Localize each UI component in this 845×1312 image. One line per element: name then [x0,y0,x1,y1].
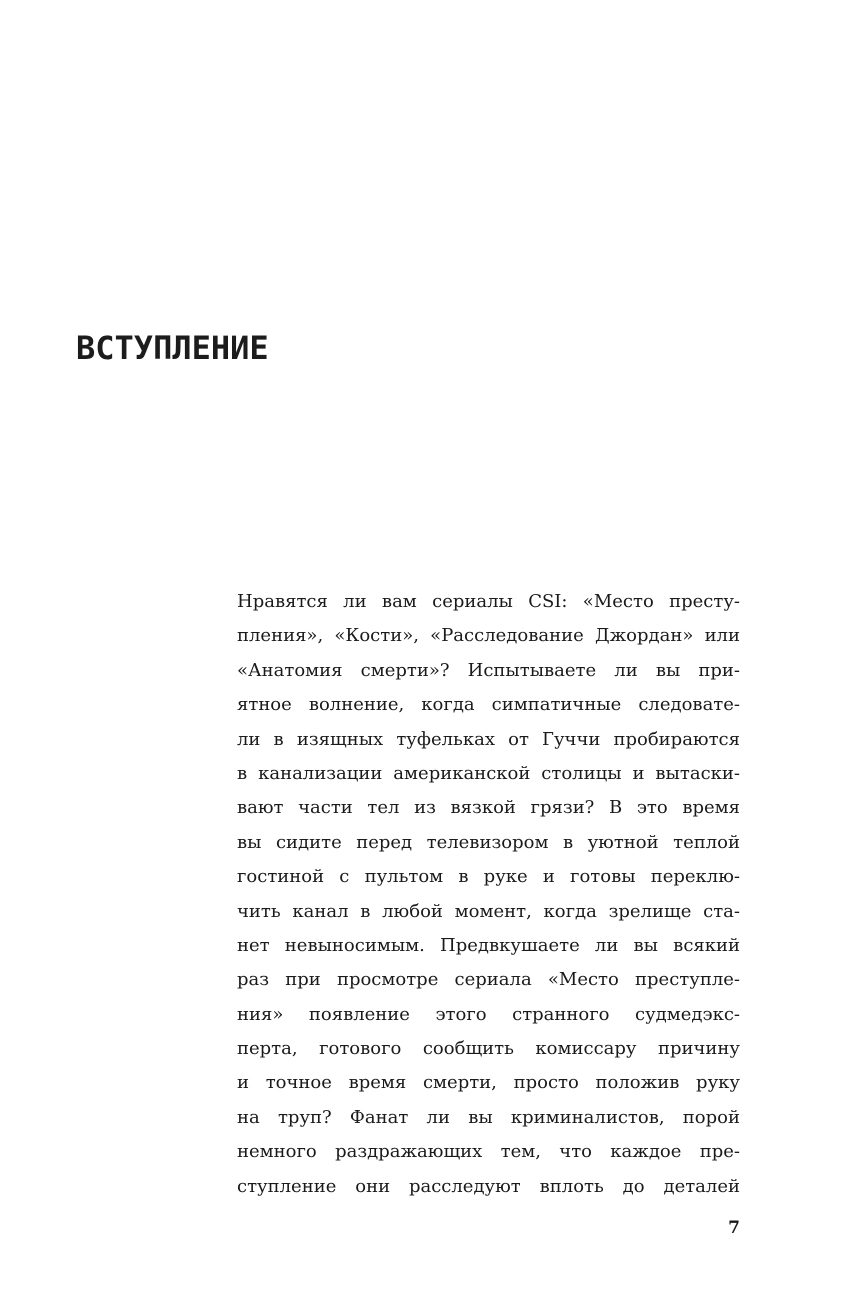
text-line: нет невыносимым. Предвкушаете ли вы всякий [237,934,740,956]
page-number: 7 [728,1218,740,1238]
text-line: Нравятся ли вам сериалы CSI: «Место престу- [237,591,740,612]
body-text [237,585,740,1204]
text-line: вают части тел из вязкой грязи? В это время [237,797,740,819]
text-line: в канализации американской столицы и вытаски- [237,762,740,784]
text-line: немного раздражающих тем, что каждое пре- [237,1141,740,1163]
text-line: чить канал в любой момент, когда зрелище ста- [237,900,740,922]
text-line: гостиной с пультом в руке и готовы переклю- [237,866,740,888]
text-line: ятное волнение, когда симпатичные следовате- [237,694,740,716]
text-line: на труп? Фанат ли вы криминалистов, порой [237,1106,740,1128]
text-line: ступление они расследуют вплоть до деталей [237,1175,740,1197]
text-line: пления», «Кости», «Расследование Джордан» или [237,625,740,647]
text-line: вы сидите перед телевизором в уютной теплой [237,831,740,853]
text-line: и точное время смерти, просто положив руку [237,1072,740,1094]
text-line: ния» появление этого странного судмедэкс- [237,1003,740,1025]
chapter-title: ВСТУПЛЕНИЕ [76,329,269,367]
text-line: раз при просмотре сериала «Место преступле- [237,969,740,991]
text-line: ли в изящных туфельках от Гуччи пробираются [237,728,740,750]
text-line: перта, готового сообщить комиссару причину [237,1038,740,1060]
text-line: «Анатомия смерти»? Испытываете ли вы при- [237,659,740,681]
